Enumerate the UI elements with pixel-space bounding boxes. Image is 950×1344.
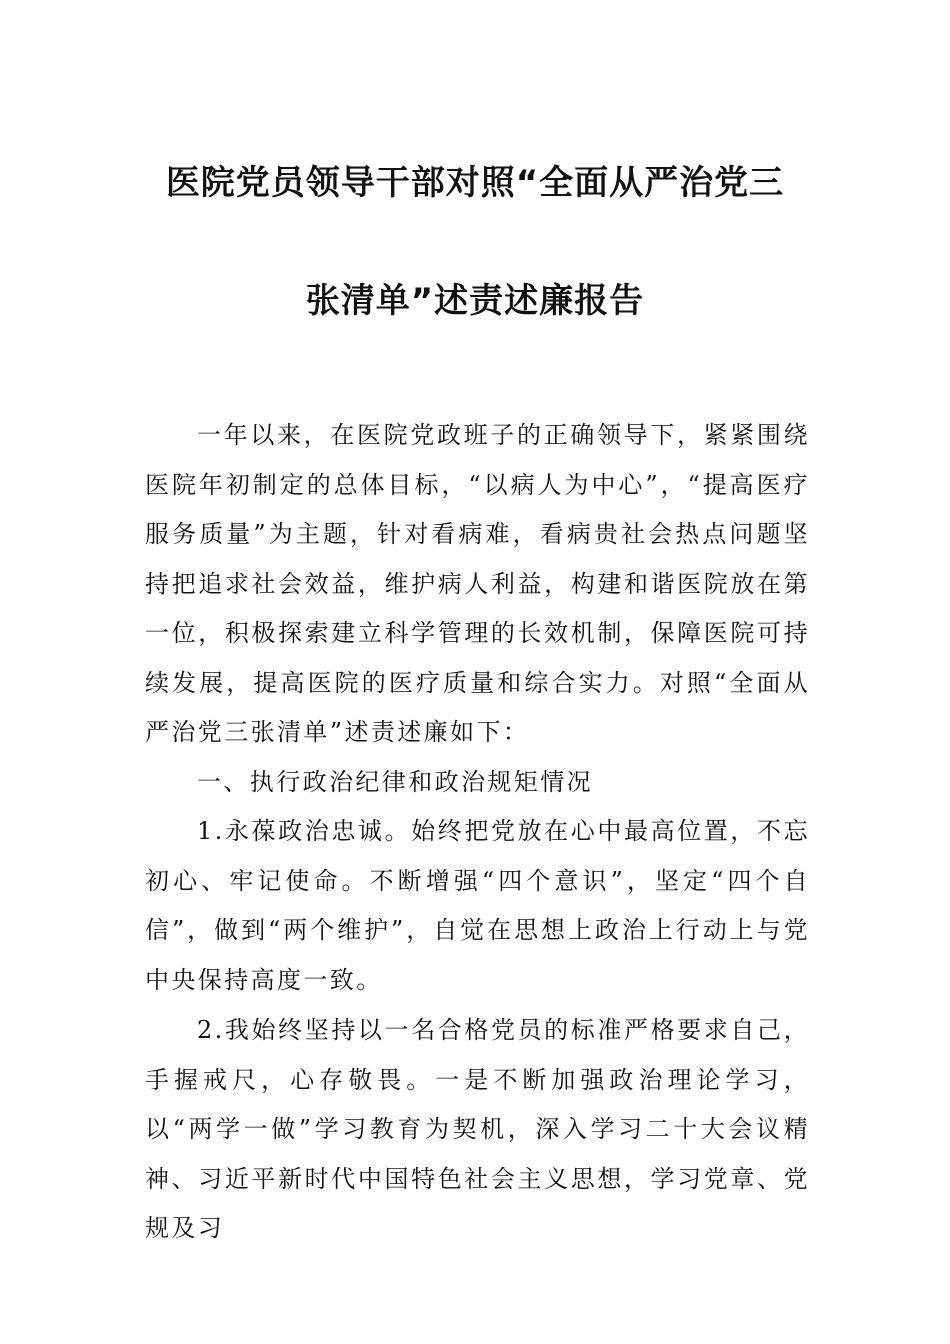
paragraph-item-2: 2.我始终坚持以一名合格党员的标准严格要求自己，手握戒尺，心存敬畏。一是不断加强政治理论学习，以“两学一做”学习教育为契机，深入学习二十大会议精神、习近平新时代中国特色社会主义思想，学习党章、党规及习 [145,1016,810,1242]
section-heading-1: 一、执行政治纪律和政治规矩情况 [197,767,593,796]
document-title-line-2: 张清单”述责述廉报告 [305,281,645,321]
document-title-line-1: 医院党员领导干部对照“全面从严治党三 [165,163,785,203]
document-body [145,411,810,1254]
paragraph-item-1: 1.永葆政治忠诚。始终把党放在心中最高位置，不忘初心、牢记使命。不断增强“四个意识”，坚定“四个自信”，做到“两个维护”，自觉在思想上政治上行动上与党中央保持高度一致。 [145,817,810,994]
paragraph-intro: 一年以来，在医院党政班子的正确领导下，紧紧围绕医院年初制定的总体目标，“以病人为中心”，“提高医疗服务质量”为主题，针对看病难，看病贵社会热点问题坚持把追求社会效益，维护病人利益，构建和谐医院放在第一位，积极探索建立科学管理的长效机制，保障医院可持续发展，提高医院的医疗质量和综合实力。对照“全面从严治党三张清单”述责述廉如下： [145,421,810,746]
